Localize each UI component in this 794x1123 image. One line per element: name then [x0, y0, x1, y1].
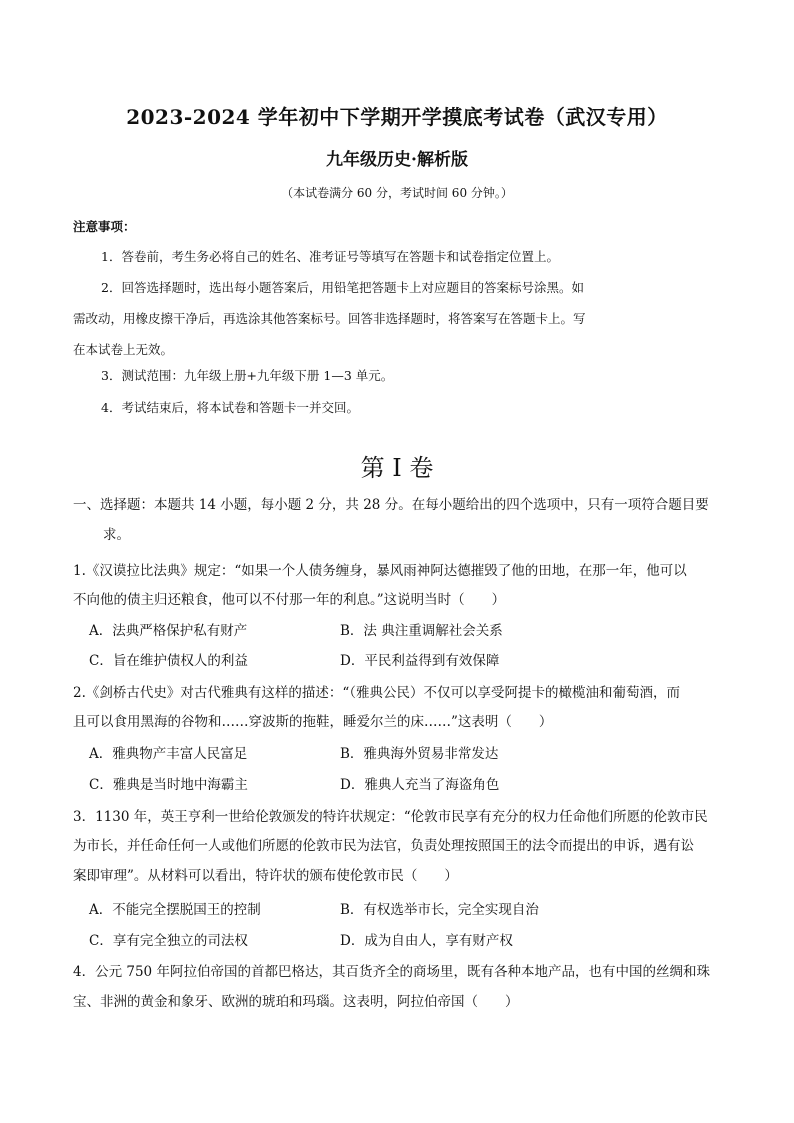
question-1-option-b: B．法 典注重调解社会关系: [340, 623, 503, 639]
question-3-line: 为市长，并任命任何一人或他们所愿的伦敦市民为法官，负责处理按照国王的法令而提出的申诉，遇有讼: [73, 838, 694, 854]
question-1-option-c: C．旨在维护债权人的利益: [89, 653, 248, 669]
question-3-option-a: A．不能完全摆脱国王的控制: [89, 902, 261, 918]
question-2-option-b: B．雅典海外贸易非常发达: [340, 746, 499, 762]
question-2-line: 且可以食用黑海的谷物和……穿波斯的拖鞋，睡爱尔兰的床……”这表明（ ）: [73, 714, 553, 730]
question-3-line: 3．1130 年，英王亨利一世给伦敦颁发的特许状规定：“伦敦市民享有充分的权力任命他们所愿的伦敦市民: [73, 809, 708, 825]
notice-item: 1．答卷前，考生务必将自己的姓名、准考证号等填写在答题卡和试卷指定位置上。: [101, 249, 559, 264]
notice-heading: 注意事项：: [73, 219, 136, 234]
question-2-line: 2.《剑桥古代史》对古代雅典有这样的描述：“（雅典公民）不仅可以享受阿提卡的橄榄油和葡萄酒，而: [73, 685, 681, 701]
question-3-option-c: C．享有完全独立的司法权: [89, 933, 248, 949]
question-3-option-d: D．成为自由人，享有财产权: [340, 933, 513, 949]
section-instructions-continued: 求。: [103, 527, 130, 543]
exam-score-note: （本试卷满分 60 分，考试时间 60 分钟。）: [281, 186, 513, 200]
question-2-option-d: D．雅典人充当了海盗角色: [340, 777, 500, 793]
question-4-line: 宝、非洲的黄金和象牙、欧洲的琥珀和玛瑙。这表明，阿拉伯帝国（ ）: [73, 994, 519, 1010]
notice-item: 2．回答选择题时，选出每小题答案后，用铅笔把答题卡上对应题目的答案标号涂黑。如: [101, 280, 584, 295]
question-2-option-a: A．雅典物产丰富人民富足: [89, 746, 248, 762]
exam-title: 2023-2024 学年初中下学期开学摸底考试卷（武汉专用）: [126, 105, 668, 129]
question-4-line: 4．公元 750 年阿拉伯帝国的首都巴格达，其百货齐全的商场里，既有各种本地产品，也有中国的丝绸和珠: [73, 964, 710, 980]
question-1-option-d: D．平民利益得到有效保障: [340, 653, 500, 669]
section-instructions: 一、选择题：本题共 14 小题，每小题 2 分，共 28 分。在每小题给出的四个选项中，只有一项符合题目要: [73, 497, 709, 513]
notice-item-continued: 需改动，用橡皮擦干净后，再选涂其他答案标号。回答非选择题时，将答案写在答题卡上。写: [73, 311, 586, 326]
notice-item-continued: 在本试卷上无效。: [73, 342, 174, 357]
question-3-line: 案即审理”。从材料可以看出，特许状的颁布使伦敦市民（ ）: [73, 868, 458, 884]
exam-subtitle: 九年级历史·解析版: [326, 150, 468, 170]
question-1-line: 1.《汉谟拉比法典》规定：“如果一个人债务缠身，暴风雨神阿达德摧毁了他的田地，在那一年，他可以: [73, 563, 687, 579]
section-title: 第 I 卷: [360, 454, 434, 482]
notice-item: 3．测试范围：九年级上册+九年级下册 1—3 单元。: [101, 368, 394, 383]
question-1-line: 不向他的债主归还粮食，他可以不付那一年的利息。”这说明当时（ ）: [73, 592, 506, 608]
question-1-option-a: A．法典严格保护私有财产: [89, 623, 248, 639]
question-2-option-c: C．雅典是当时地中海霸主: [89, 777, 248, 793]
notice-item: 4．考试结束后，将本试卷和答题卡一并交回。: [101, 400, 359, 415]
question-3-option-b: B．有权选举市长，完全实现自治: [340, 902, 539, 918]
